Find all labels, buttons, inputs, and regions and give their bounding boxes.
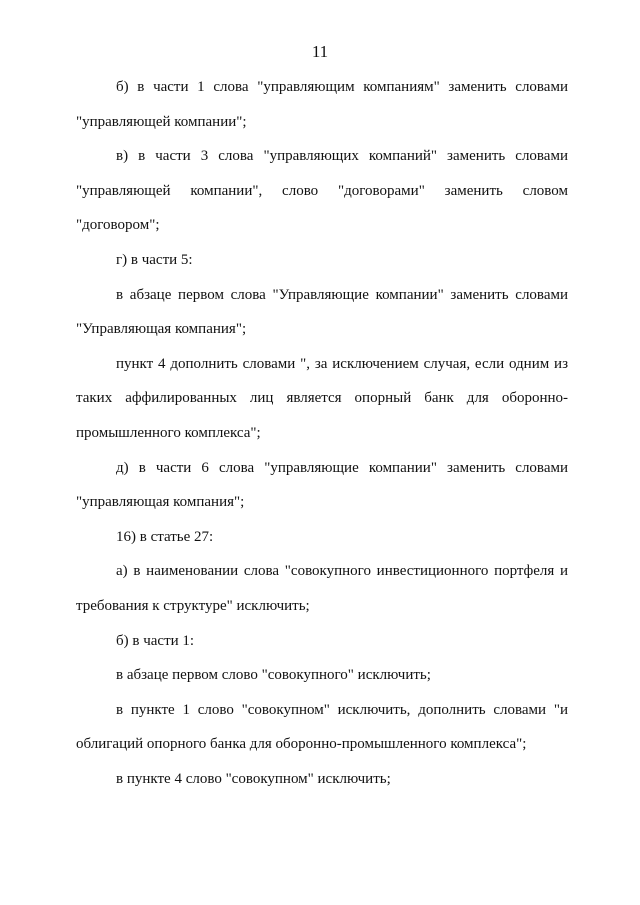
paragraph-item-g-part-5: г) в части 5: (116, 251, 193, 268)
paragraph-first-abzac-removal: в абзаце первом слово "совокупного" исключить; (116, 667, 431, 684)
paragraph-item-b-part-1-article-27: б) в части 1: (116, 632, 195, 649)
document-body (76, 70, 568, 796)
paragraph-point-4-addition: пункт 4 дополнить словами ", за исключением случая, если одним из таких аффилированных лиц является опорный банк для оборонно-промышленного комплекса"; (76, 355, 568, 441)
page-number: 11 (311, 42, 329, 61)
paragraph-article-27: 16) в статье 27: (116, 528, 214, 545)
paragraph-point-4-removal: в пункте 4 слово "совокупном" исключить; (116, 770, 391, 787)
paragraph-item-b-part-1: б) в части 1 слова "управляющим компаниям" заменить словами "управляющей компании"; (76, 79, 568, 130)
paragraph-item-v-part-3: в) в части 3 слова "управляющих компаний" заменить словами "управляющей компании", слово "договорами" заменить словом "договором"; (76, 148, 568, 234)
paragraph-item-a-title: а) в наименовании слова "совокупного инвестиционного портфеля и требования к структуре" исключить; (76, 563, 568, 614)
paragraph-item-d-part-6: д) в части 6 слова "управляющие компании" заменить словами "управляющая компания"; (76, 459, 568, 511)
paragraph-first-abzac: в абзаце первом слова "Управляющие компании" заменить словами "Управляющая компания"; (76, 286, 568, 338)
paragraph-point-1-change: в пункте 1 слово "совокупном" исключить, дополнить словами "и облигаций опорного банка для оборонно-промышленного комплекса"; (76, 701, 568, 753)
